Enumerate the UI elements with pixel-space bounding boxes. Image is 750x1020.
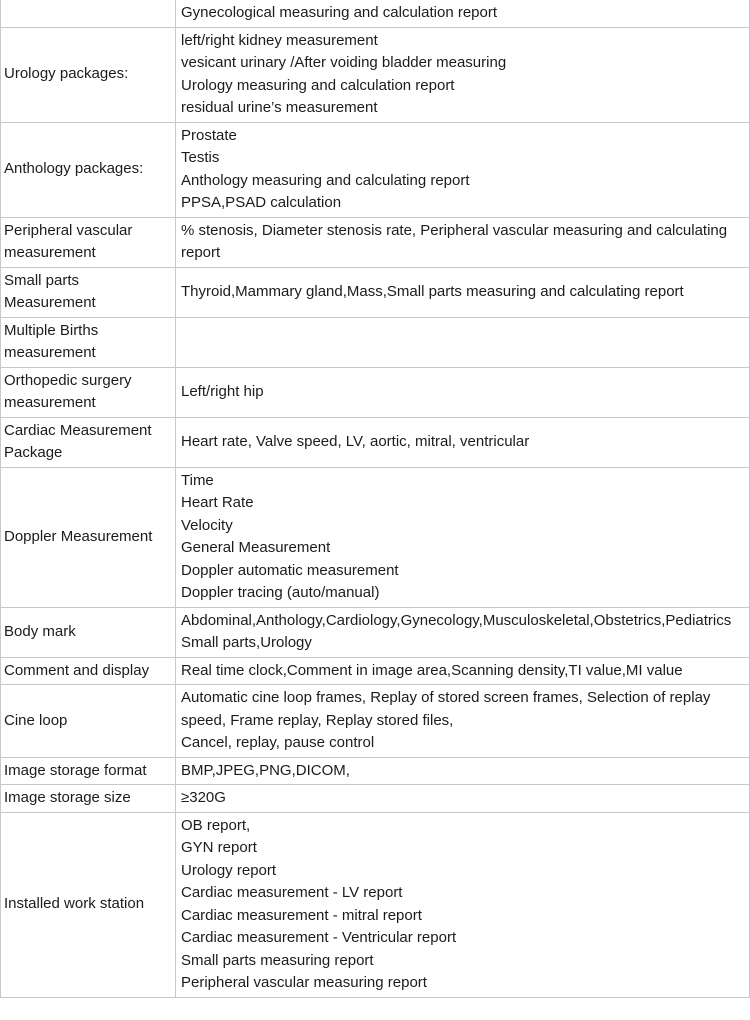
- spec-label-cell: [1, 318, 176, 367]
- spec-value-cell: [176, 758, 749, 785]
- spec-value-line: Thyroid,Mammary gland,Mass,Small parts measuring and calculating report: [181, 282, 684, 300]
- spec-label-line: Measurement: [4, 294, 96, 311]
- spec-value-cell: [176, 658, 749, 685]
- spec-label-cell-content: [4, 660, 165, 683]
- spec-label-cell-content: [4, 893, 165, 916]
- spec-value-cell-content: [181, 431, 743, 454]
- spec-label-cell-content: [4, 63, 165, 86]
- spec-label-line: measurement: [4, 394, 96, 411]
- table-row: [1, 418, 749, 468]
- spec-value-line: Small parts measuring report: [181, 951, 374, 969]
- spec-value-cell: [176, 813, 749, 997]
- spec-value-cell-content: [181, 381, 743, 404]
- spec-label-line: Image storage size: [4, 789, 131, 806]
- table-row: [1, 368, 749, 418]
- table-row: [1, 28, 749, 123]
- spec-value-cell-content: [181, 660, 743, 683]
- spec-value-line: Testis: [181, 149, 220, 166]
- spec-label-line: Small parts: [4, 271, 80, 289]
- spec-label-line: Peripheral vascular: [4, 221, 133, 239]
- spec-value-cell: [176, 608, 749, 657]
- spec-label-cell: [1, 813, 176, 997]
- spec-value-line: Cardiac measurement - mitral report: [181, 906, 422, 924]
- table-row: [1, 785, 749, 813]
- spec-value-line: Heart Rate: [181, 494, 254, 511]
- spec-label-line: Multiple Births: [4, 321, 99, 339]
- spec-label-line: Body mark: [4, 622, 76, 640]
- spec-value-line: General Measurement: [181, 539, 331, 556]
- spec-value-cell: [176, 468, 749, 607]
- spec-label-line: Cine loop: [4, 711, 68, 729]
- spec-value-cell: [176, 418, 749, 467]
- table-row: [1, 268, 749, 318]
- spec-value-line: Prostate: [181, 126, 237, 144]
- spec-label-line: Image storage format: [4, 761, 147, 779]
- spec-label-cell-content: [4, 158, 165, 181]
- spec-value-cell: [176, 785, 749, 812]
- spec-value-cell-content: [181, 125, 743, 215]
- spec-label-line: measurement: [4, 244, 96, 261]
- spec-value-cell-content: [181, 787, 743, 810]
- spec-value-line: Cancel, replay, pause control: [181, 734, 375, 751]
- spec-label-cell-content: [4, 320, 165, 365]
- table-row: [1, 318, 749, 368]
- spec-label-cell: [1, 468, 176, 607]
- spec-label-cell-content: [4, 621, 165, 644]
- table-row: [1, 758, 749, 786]
- spec-value-line: vesicant urinary /After voiding bladder measuring: [181, 54, 507, 71]
- spec-label-cell: [1, 785, 176, 812]
- spec-label-line: Orthopedic surgery: [4, 371, 132, 389]
- spec-value-cell: [176, 318, 749, 367]
- spec-value-line: ≥320G: [181, 789, 226, 806]
- spec-label-cell: [1, 418, 176, 467]
- spec-label-cell: [1, 28, 176, 122]
- spec-value-line: Urology report: [181, 861, 277, 879]
- table-row: [1, 658, 749, 686]
- table-row: [1, 468, 749, 608]
- spec-value-line: OB report,: [181, 816, 251, 834]
- spec-value-line: Small parts,Urology: [181, 634, 312, 651]
- spec-value-line: PPSA,PSAD calculation: [181, 194, 342, 211]
- table-row: [1, 0, 749, 28]
- spec-label-cell: [1, 658, 176, 685]
- spec-value-line: BMP,JPEG,PNG,DICOM,: [181, 761, 350, 779]
- spec-value-cell-content: [181, 760, 743, 783]
- spec-label-cell-content: [4, 710, 165, 733]
- spec-value-line: Doppler automatic measurement: [181, 561, 399, 579]
- table-row: [1, 685, 749, 758]
- spec-value-cell-content: [181, 470, 743, 605]
- table-row: [1, 123, 749, 218]
- spec-value-cell-content: [181, 30, 743, 120]
- spec-value-line: Peripheral vascular measuring report: [181, 974, 427, 991]
- spec-label-cell: [1, 758, 176, 785]
- spec-value-line: Urology measuring and calculation report: [181, 76, 455, 94]
- spec-value-cell: [176, 28, 749, 122]
- spec-value-cell: [176, 268, 749, 317]
- table-row: [1, 218, 749, 268]
- spec-label-cell: [1, 685, 176, 757]
- spec-label-line: measurement: [4, 344, 96, 361]
- spec-value-line: Real time clock,Comment in image area,Scanning density,TI value,MI value: [181, 661, 683, 679]
- spec-label-cell-content: [4, 370, 165, 415]
- spec-label-cell: [1, 608, 176, 657]
- spec-value-line: left/right kidney measurement: [181, 31, 378, 49]
- spec-label-cell: [1, 0, 176, 27]
- spec-value-cell-content: [181, 687, 743, 755]
- table-row: [1, 608, 749, 658]
- spec-label-cell: [1, 218, 176, 267]
- spec-label-cell-content: [4, 270, 165, 315]
- spec-value-line: residual urine’s measurement: [181, 99, 378, 116]
- spec-value-cell: [176, 368, 749, 417]
- spec-label-line: Anthology packages:: [4, 160, 144, 178]
- spec-label-cell: [1, 123, 176, 217]
- spec-value-line: Time: [181, 471, 214, 489]
- spec-label-cell: [1, 268, 176, 317]
- spec-value-cell: [176, 123, 749, 217]
- spec-value-line: Anthology measuring and calculating report: [181, 171, 470, 189]
- spec-value-line: Cardiac measurement - Ventricular report: [181, 929, 457, 946]
- spec-value-cell: [176, 218, 749, 267]
- spec-value-line: Velocity: [181, 516, 233, 534]
- spec-value-line: Automatic cine loop frames, Replay of stored screen frames, Selection of replay speed, Frame replay, Replay stored files,: [181, 689, 711, 729]
- spec-value-cell-content: [181, 2, 743, 25]
- spec-value-line: Gynecological measuring and calculation report: [181, 4, 498, 21]
- spec-value-line: % stenosis, Diameter stenosis rate, Peripheral vascular measuring and calculating report: [181, 221, 728, 261]
- spec-value-line: Cardiac measurement - LV report: [181, 884, 403, 901]
- spec-label-cell-content: [4, 420, 165, 465]
- spec-value-cell-content: [181, 815, 743, 995]
- spec-value-line: GYN report: [181, 839, 257, 856]
- spec-label-cell-content: [4, 526, 165, 549]
- spec-label-cell-content: [4, 220, 165, 265]
- spec-label-line: Doppler Measurement: [4, 527, 153, 545]
- spec-label-line: Urology packages:: [4, 65, 129, 83]
- spec-value-cell-content: [181, 281, 743, 304]
- spec-value-cell: [176, 685, 749, 757]
- spec-value-line: Abdominal,Anthology,Cardiology,Gynecology,Musculoskeletal,Obstetrics,Pediatrics: [181, 611, 732, 629]
- spec-value-line: Doppler tracing (auto/manual): [181, 584, 380, 601]
- spec-label-line: Cardiac Measurement: [4, 421, 152, 439]
- spec-value-line: Heart rate, Valve speed, LV, aortic, mitral, ventricular: [181, 432, 530, 450]
- spec-label-cell-content: [4, 760, 165, 783]
- spec-value-cell: [176, 0, 749, 27]
- spec-label-cell: [1, 368, 176, 417]
- spec-label-cell-content: [4, 787, 165, 810]
- spec-label-line: Installed work station: [4, 895, 145, 913]
- spec-value-cell-content: [181, 610, 743, 655]
- spec-label-line: Package: [4, 444, 63, 461]
- spec-value-cell-content: [181, 220, 743, 265]
- spec-label-line: Comment and display: [4, 661, 150, 679]
- spec-value-line: Left/right hip: [181, 382, 264, 400]
- table-row: [1, 813, 749, 998]
